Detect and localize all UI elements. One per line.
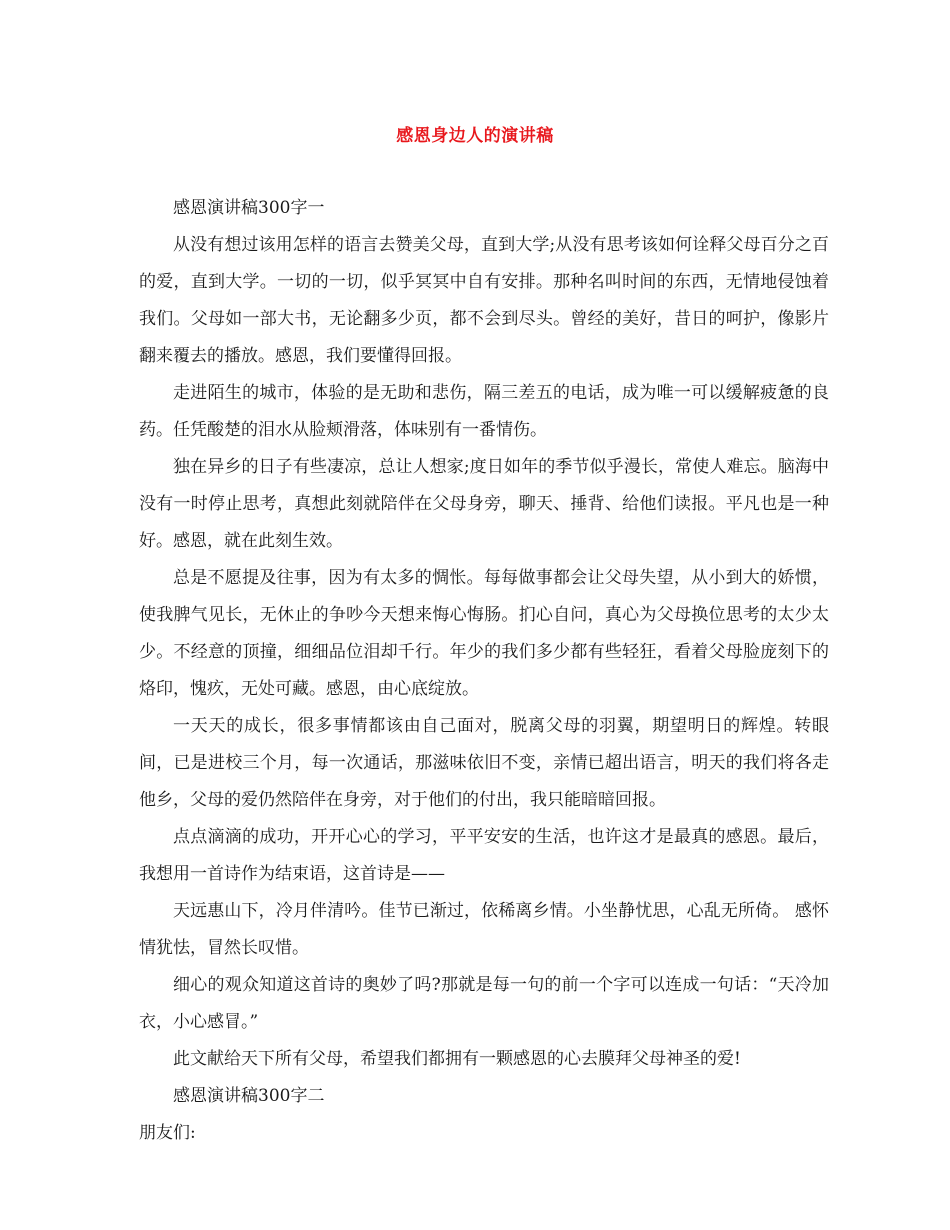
body-paragraph: 一天天的成长，很多事情都该由自己面对，脱离父母的羽翼，期望明日的辉煌。转眼间，已是进校三个月，每一次通话，那滋味依旧不变，亲情已超出语言，明天的我们将各走他乡，父母的爱仍然陪伴在身旁，对于他们的付出，我只能暗暗回报。 (139, 716, 829, 810)
body-paragraph: 总是不愿提及往事，因为有太多的惆怅。每每做事都会让父母失望，从小到大的娇惯，使我脾气见长，无休止的争吵今天想来悔心悔肠。扪心自问，真心为父母换位思考的太少太少。不经意的顶撞，细细品位泪却千行。年少的我们多少都有些轻狂，看着父母脸庞刻下的烙印，愧疚，无处可藏。感恩，由心底绽放。 (139, 568, 829, 699)
page-title: 感恩身边人的演讲稿 (396, 126, 554, 146)
section-heading: 感恩演讲稿300字二 (173, 1086, 325, 1106)
body-paragraph: 从没有想过该用怎样的语言去赞美父母，直到大学;从没有思考该如何诠释父母百分之百的爱，直到大学。一切的一切，似乎冥冥中自有安排。那种名叫时间的东西，无情地侵蚀着我们。父母如一部大书，无论翻多少页，都不会到尽头。曾经的美好，昔日的呵护，像影片翻来覆去的播放。感恩，我们要懂得回报。 (139, 235, 829, 366)
body-paragraph: 点点滴滴的成功，开开心心的学习，平平安安的生活，也许这才是最真的感恩。最后，我想用一首诗作为结束语，这首诗是—— (139, 827, 829, 884)
document-body (139, 190, 829, 1152)
salutation: 朋友们: (139, 1123, 196, 1143)
body-paragraph: 独在异乡的日子有些凄凉，总让人想家;度日如年的季节似乎漫长，常使人难忘。脑海中没有一时停止思考，真想此刻就陪伴在父母身旁，聊天、捶背、给他们读报。平凡也是一种好。感恩，就在此刻生效。 (139, 457, 829, 551)
body-paragraph: 细心的观众知道这首诗的奥妙了吗?那就是每一句的前一个字可以连成一句话：“天冷加衣，小心感冒。” (139, 975, 829, 1032)
poem-paragraph: 天远惠山下，冷月伴清吟。佳节已渐过，依稀离乡情。小坐静忧思，心乱无所倚。 感怀情犹怯，冒然长叹惜。 (139, 901, 829, 958)
section-heading: 感恩演讲稿300字一 (173, 198, 325, 218)
body-paragraph: 走进陌生的城市，体验的是无助和悲伤，隔三差五的电话，成为唯一可以缓解疲惫的良药。任凭酸楚的泪水从脸颊滑落，体味别有一番情伤。 (139, 383, 829, 440)
body-paragraph: 此文献给天下所有父母，希望我们都拥有一颗感恩的心去膜拜父母神圣的爱! (173, 1049, 741, 1069)
